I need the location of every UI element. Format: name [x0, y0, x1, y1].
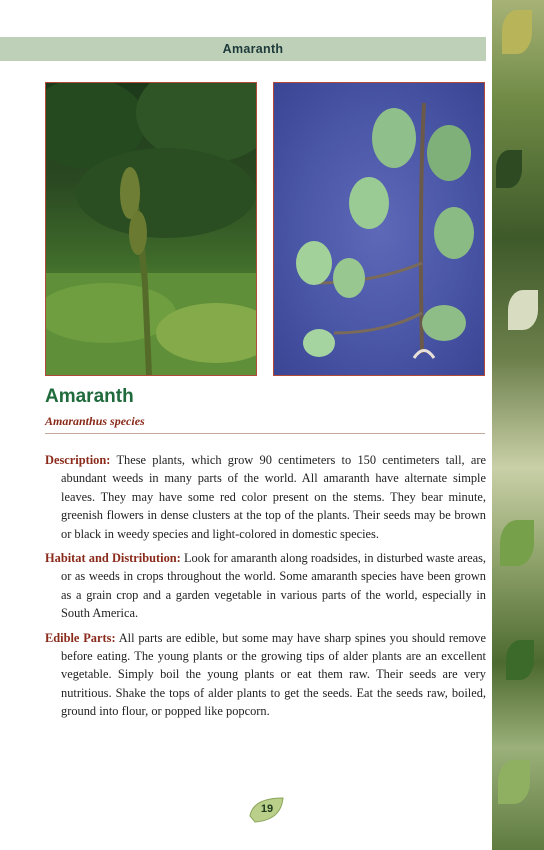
section-text: Look for amaranth along roadsides, in disturbed waste areas, or as weeds in crops throughout the world. Some amaranth species have been grown as a grain crop and a garden vegetable in various parts of the world, especially in South America. — [61, 551, 486, 621]
photo-amaranth-field — [45, 82, 257, 376]
section-description — [45, 451, 486, 543]
section-label: Habitat and Distribution: — [45, 551, 181, 566]
running-header — [0, 37, 486, 61]
entry-body — [45, 451, 486, 727]
page-number-badge — [247, 794, 287, 826]
side-foliage-strip — [492, 0, 544, 850]
latin-name: Amaranthus species — [45, 414, 145, 428]
section-text: All parts are edible, but some may have sharp spines you should remove before eating. The young plants or the growing tips of alder plants are an excellent vegetable. Simply boil the young plants or eat them raw. Their seeds are very nutritious. Shake the tops of alder plants to get the seeds. Eat the seeds raw, boiled, ground into flour, or popped like popcorn. — [61, 630, 486, 719]
section-label: Edible Parts: — [45, 630, 116, 645]
section-edible-parts — [45, 629, 486, 721]
title-divider — [45, 433, 485, 434]
section-label: Description: — [45, 453, 111, 467]
section-text: These plants, which grow 90 centimeters to 150 centimeters tall, are abundant weeds in many parts of the world. All amaranth have alternate simple leaves. They may have some red color present on the stems. They bear minute, greenish flowers in dense clusters at the top of the plants. Their seeds may be brown or black in weedy species and light-colored in domestic species. — [61, 453, 486, 541]
entry-title: Amaranth — [45, 386, 134, 407]
running-header-title: Amaranth — [222, 42, 284, 56]
page-number: 19 — [260, 803, 274, 815]
photo-amaranth-specimen — [273, 82, 485, 376]
section-habitat — [45, 549, 486, 623]
